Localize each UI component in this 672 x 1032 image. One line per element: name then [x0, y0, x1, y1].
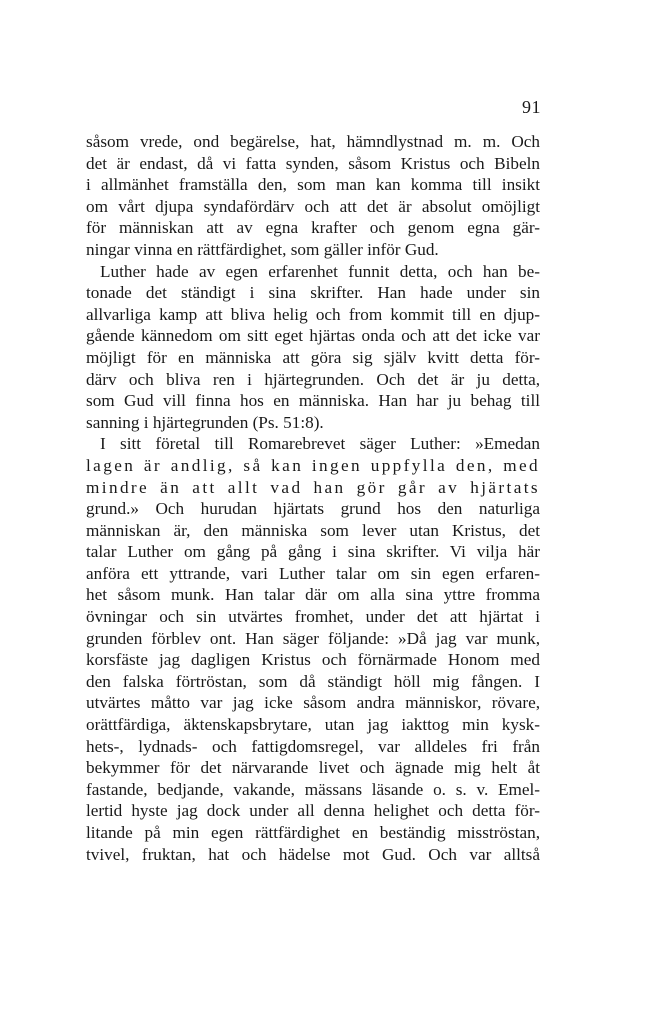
text-line: gående kännedom om sitt eget hjärtas onda och att det icke var	[86, 326, 540, 346]
text-line: det är endast, då vi fatta synden, såsom Kristus och Bibeln	[86, 153, 540, 173]
text-line: allvarliga kamp att bliva helig och from kommit till en djup-	[86, 304, 540, 324]
body-text	[86, 131, 540, 865]
text-line: talar Luther om gång på gång i sina skrifter. Vi vilja här	[86, 542, 540, 562]
text-line: tonade det ständigt i sina skrifter. Han hade under sin	[86, 283, 540, 303]
text-line: såsom vrede, ond begärelse, hat, hämndlystnad m. m. Och	[86, 132, 540, 151]
text-line: möjligt för en människa att göra sig själv kvitt detta för-	[86, 347, 540, 367]
text-line: ningar vinna en rättfärdighet, som gäller inför Gud.	[86, 239, 439, 259]
text-line: I sitt företal till Romarebrevet säger Luther: »Emedan	[100, 434, 540, 454]
page-number: 91	[522, 97, 541, 117]
text-line: lertid hyste jag dock under all denna helighet och detta för-	[86, 801, 540, 821]
text-line: övningar och sin utvärtes fromhet, under det att hjärtat i	[86, 607, 540, 627]
text-line: fastande, bedjande, vakande, mässans läsande o. s. v. Emel-	[86, 779, 540, 799]
text-line: grund.» Och hurudan hjärtats grund hos den naturliga	[86, 499, 540, 519]
text-line: anföra ett yttrande, vari Luther talar om sin egen erfaren-	[86, 563, 540, 583]
text-line: bekymmer för det närvarande livet och ägnade mig helt åt	[86, 758, 540, 778]
text-line: orättfärdiga, äktenskapsbrytare, utan jag iakttog min kysk-	[86, 715, 540, 735]
text-line: grunden förblev ont. Han säger följande: »Då jag var munk,	[86, 628, 540, 648]
text-line: för människan att av egna krafter och genom egna gär-	[86, 218, 540, 238]
text-line: utvärtes måtto var jag icke såsom andra människor, rövare,	[86, 693, 540, 713]
text-line: korsfäste jag dagligen Kristus och förnärmade Honom med	[86, 650, 540, 670]
text-line: het såsom munk. Han talar där om alla sina yttre fromma	[86, 585, 540, 605]
text-line: människan är, den människa som lever utan Kristus, det	[86, 520, 540, 540]
text-line: lagen är andlig, så kan ingen uppfylla den, med	[86, 455, 540, 475]
text-line: mindre än att allt vad han gör går av hjärtats	[86, 477, 540, 497]
text-line: den falska förtröstan, som då ständigt höll mig fången. I	[86, 671, 540, 691]
text-line: litande på min egen rättfärdighet en beständig misströstan,	[86, 823, 540, 842]
text-line: sanning i hjärtegrunden (Ps. 51:8).	[86, 412, 324, 432]
text-line: som Gud vill finna hos en människa. Han har ju behag till	[86, 391, 540, 411]
text-line: om vårt djupa syndafördärv och att det är absolut omöjligt	[86, 196, 540, 216]
text-line: därv och bliva ren i hjärtegrunden. Och det är ju detta,	[86, 369, 540, 389]
text-line: i allmänhet framställa den, som man kan komma till insikt	[86, 175, 540, 195]
text-line: Luther hade av egen erfarenhet funnit detta, och han be-	[100, 261, 540, 281]
text-line: hets-, lydnads- och fattigdomsregel, var alldeles fri från	[86, 736, 540, 756]
text-line: tvivel, fruktan, hat och hädelse mot Gud. Och var alltså	[86, 844, 540, 864]
